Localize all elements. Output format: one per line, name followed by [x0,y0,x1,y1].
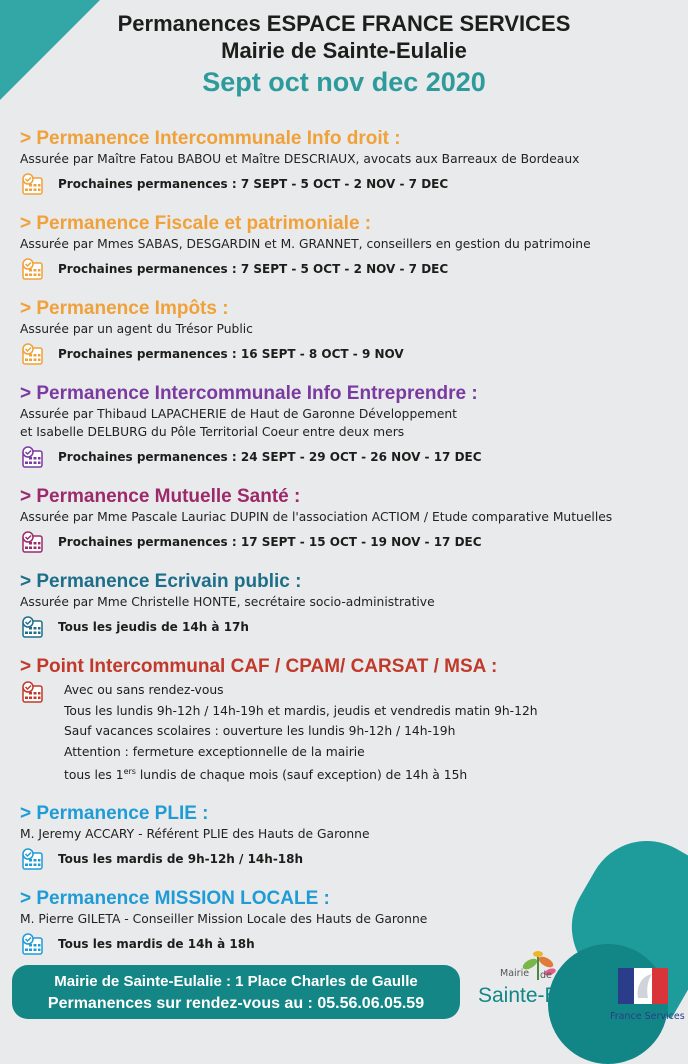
section-mutuelle-sante [20,486,670,554]
mairie-small-label: Mairie [500,968,530,979]
schedule-line: Tous les lundis 9h-12h / 14h-19h et mardis, jeudis et vendredis matin 9h-12h [64,703,538,718]
schedule-text: Tous les jeudis de 14h à 17h [58,620,249,634]
page-header [0,10,688,100]
section-title: > Point Intercommunal CAF / CPAM/ CARSAT / MSA : [20,656,498,677]
section-fiscale [20,213,670,281]
line-part: lundis de chaque mois (sauf exception) de 14h à 15h [135,768,468,783]
schedule-row [20,445,670,469]
section-ecrivain-public [20,571,670,639]
section-title: > Permanence Fiscale et patrimoniale : [20,213,372,234]
calendar-check-icon [20,680,44,704]
section-info-entreprendre [20,383,670,469]
period-title: Sept oct nov dec 2020 [202,67,486,97]
calendar-check-icon [20,932,44,956]
mairie-logo [478,948,608,1020]
section-description: Assurée par un agent du Trésor Public [20,322,253,336]
mairie-de-label: de [540,970,552,981]
schedule-row [20,615,670,639]
calendar-check-icon [20,257,44,281]
section-mission-locale [20,888,670,956]
schedule-row [20,530,670,554]
schedule-line: Avec ou sans rendez-vous [64,683,224,697]
section-description-2: et Isabelle DELBURG du Pôle Territorial Coeur entre deux mers [20,425,405,439]
calendar-check-icon [20,172,44,196]
schedule-line: Sauf vacances scolaires : ouverture les lundis 9h-12h / 14h-19h [64,724,456,738]
calendar-check-icon [20,342,44,366]
france-services-label: France Services [610,1011,685,1022]
schedule-block [20,680,670,786]
schedule-line: Attention : fermeture exceptionnelle de la mairie [64,744,365,759]
calendar-check-icon [20,615,44,639]
calendar-check-icon [20,445,44,469]
france-services-logo [610,968,686,1022]
section-description: Assurée par Thibaud LAPACHERIE de Haut de Garonne Développement [20,407,457,421]
section-title: > Permanence Mutuelle Santé : [20,486,301,507]
marianne-icon [618,968,668,1004]
section-description: Assurée par Mmes SABAS, DESGARDIN et M. GRANNET, conseillers en gestion du patrimoine [20,237,591,251]
permanences-list [20,128,670,973]
schedule-text: Prochaines permanences : 7 SEPT - 5 OCT - 2 NOV - 7 DEC [58,262,449,276]
section-plie [20,803,670,871]
section-description: Assurée par Maître Fatou BABOU et Maître DESCRIAUX, avocats aux Barreaux de Bordeaux [20,152,580,166]
section-description: Assurée par Mme Pascale Lauriac DUPIN de l'association ACTIOM / Etude comparative Mutuelles [20,510,613,524]
section-point-caf [20,656,670,786]
section-title: > Permanence Intercommunale Info Entreprendre : [20,383,478,404]
section-info-droit [20,128,670,196]
page-subtitle: Mairie de Sainte-Eulalie [221,38,467,63]
schedule-text: Tous les mardis de 9h-12h / 14h-18h [58,851,304,866]
ordinal-suffix: ers [123,767,136,776]
contact-banner [12,965,460,1019]
schedule-line-last [64,762,538,786]
section-title: > Permanence Impôts : [20,298,229,319]
section-title: > Permanence PLIE : [20,802,209,824]
calendar-check-icon [20,530,44,554]
section-description: M. Jeremy ACCARY - Référent PLIE des Hauts de Garonne [20,826,370,841]
schedule-lines [64,680,538,786]
schedule-text: Prochaines permanences : 7 SEPT - 5 OCT - 2 NOV - 7 DEC [58,177,449,191]
schedule-text: Prochaines permanences : 17 SEPT - 15 OCT - 19 NOV - 17 DEC [58,535,482,549]
section-title: > Permanence Intercommunale Info droit : [20,128,401,149]
line-part: tous les 1 [64,768,124,783]
section-impots [20,298,670,366]
address-text: Mairie de Sainte-Eulalie : 1 Place Charles de Gaulle [54,973,418,990]
schedule-text: Prochaines permanences : 16 SEPT - 8 OCT - 9 NOV [58,347,404,361]
section-title: > Permanence MISSION LOCALE : [20,887,330,909]
page-title: Permanences ESPACE FRANCE SERVICES [117,11,571,36]
schedule-row [20,847,670,871]
section-title: > Permanence Ecrivain public : [20,571,302,592]
schedule-row [20,342,670,366]
section-description: Assurée par Mme Christelle HONTE, secrétaire socio-administrative [20,595,435,609]
schedule-text: Tous les mardis de 14h à 18h [58,936,255,951]
mairie-name-label: Sainte-Eulalie [478,984,608,1007]
schedule-text: Prochaines permanences : 24 SEPT - 29 OCT - 26 NOV - 17 DEC [58,450,482,464]
schedule-row [20,172,670,196]
phone-text: Permanences sur rendez-vous au : 05.56.06.05.59 [47,995,425,1012]
section-description: M. Pierre GILETA - Conseiller Mission Locale des Hauts de Garonne [20,911,428,926]
schedule-row [20,257,670,281]
calendar-check-icon [20,847,44,871]
